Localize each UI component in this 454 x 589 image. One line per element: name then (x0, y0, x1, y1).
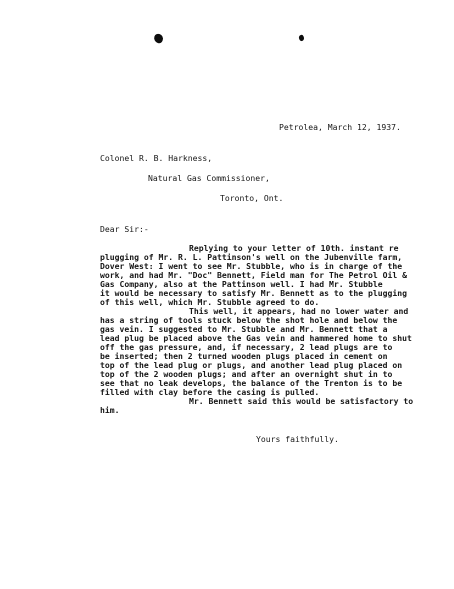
body-line: top of the 2 wooden plugs; and after an overnight shut in to (100, 369, 393, 379)
body-line: This well, it appears, had no lower water and (189, 306, 409, 316)
salutation: Dear Sir:- (100, 224, 149, 234)
body-line: plugging of Mr. R. L. Pattinson's well on the Jubenville farm, (100, 252, 403, 262)
body-line: gas vein. I suggested to Mr. Stubble and Mr. Bennett that a (100, 324, 388, 334)
recipient-name: Colonel R. B. Harkness, (100, 153, 213, 163)
ink-blot-mark (298, 34, 305, 42)
ink-blot-mark (153, 33, 164, 44)
body-line: filled with clay before the casing is pulled. (100, 387, 320, 397)
body-line: work, and had Mr. "Doc" Bennett, Field man for The Petrol Oil & (100, 270, 407, 280)
body-line: lead plug be placed above the Gas vein and hammered home to shut (100, 333, 412, 343)
dateline: Petrolea, March 12, 1937. (279, 122, 401, 132)
body-line: Replying to your letter of 10th. instant re (189, 243, 399, 253)
closing: Yours faithfully. (256, 434, 339, 444)
body-line: it would be necessary to satisfy Mr. Bennett as to the plugging (100, 288, 407, 298)
body-line: off the gas pressure, and, if necessary, 2 lead plugs are to (100, 342, 393, 352)
body-line: Gas Company, also at the Pattinson well. I had Mr. Stubble (100, 279, 383, 289)
body-line: him. (100, 405, 120, 415)
body-line: has a string of tools stuck below the shot hole and below the (100, 315, 398, 325)
recipient-title: Natural Gas Commissioner, (148, 173, 270, 183)
body-line: of this well, which Mr. Stubble agreed to do. (100, 297, 320, 307)
body-line: Dover West: I went to see Mr. Stubble, who is in charge of the (100, 261, 403, 271)
body-line: see that no leak develops, the balance of the Trenton is to be (100, 378, 403, 388)
body-line: be inserted; then 2 turned wooden plugs placed in cement on (100, 351, 388, 361)
body-line: top of the lead plug or plugs, and another lead plug placed on (100, 360, 403, 370)
body-line: Mr. Bennett said this would be satisfactory to (189, 396, 414, 406)
recipient-city: Toronto, Ont. (220, 193, 284, 203)
